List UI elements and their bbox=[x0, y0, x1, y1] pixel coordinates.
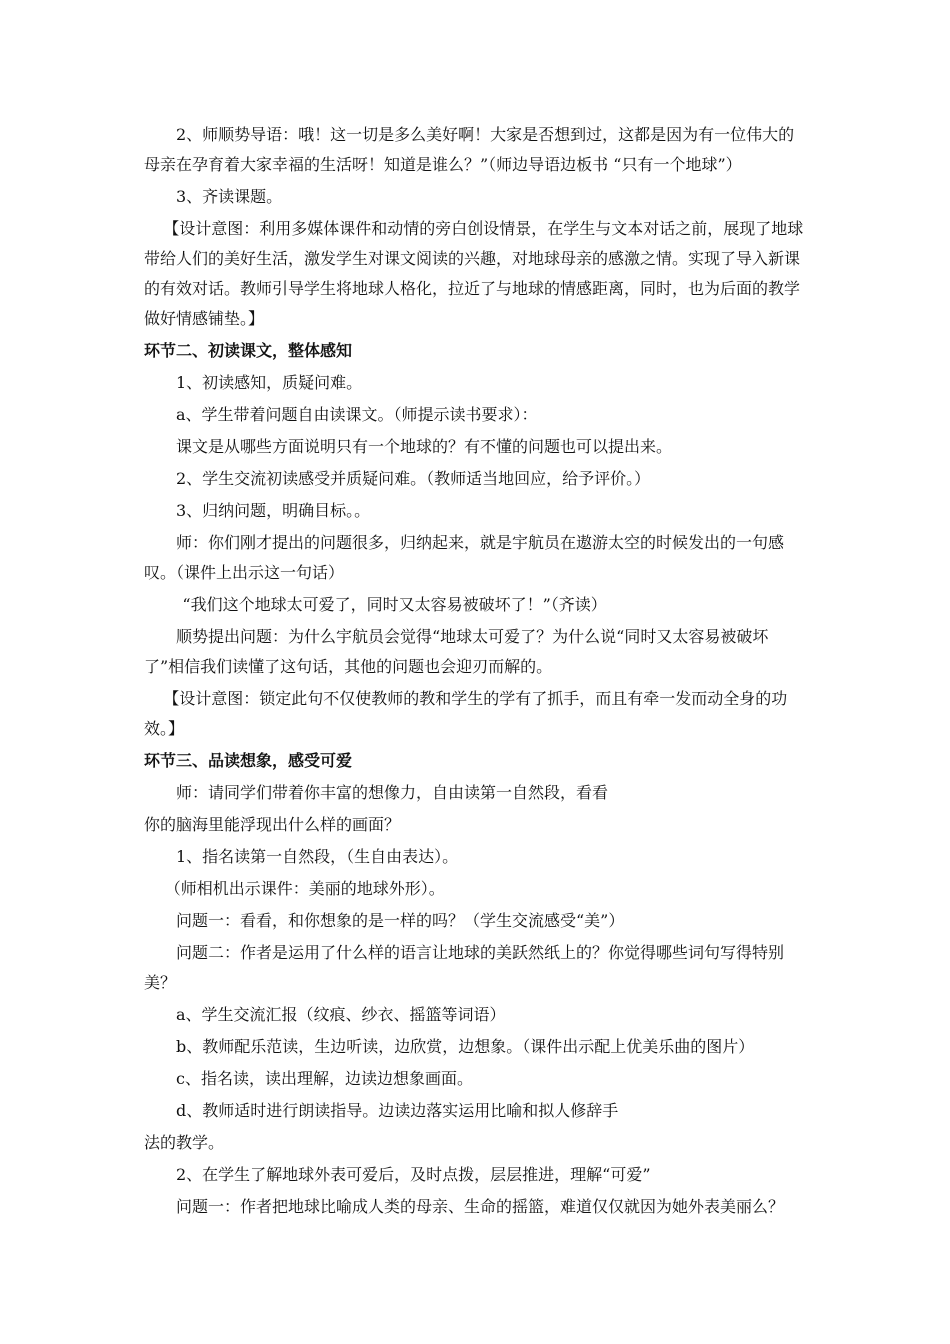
paragraph-imagine-a: 师：请同学们带着你丰富的想像力，自由读第一自然段，看看 bbox=[176, 783, 609, 802]
paragraph-name-read: 1、指名读第一自然段，（生自由表达）。 bbox=[176, 847, 459, 866]
paragraph-report: a、学生交流汇报（纹痕、纱衣、摇篮等词语） bbox=[176, 1005, 506, 1024]
design-intent-1: 【设计意图：利用多媒体课件和动情的旁白创设情景，在学生与文本对话之前，展现了地球带给人们的美好生活，激发学生对课文阅读的兴趣，对地球母亲的感激之情。实现了导入新课的有效对话。教师引导学生将地球人格化，拉近了与地球的情感距离，同时，也为后面的教学做好情感铺垫。】 bbox=[144, 219, 804, 328]
paragraph-read-title: 3、齐读课题。 bbox=[176, 187, 283, 206]
paragraph-imagine-b: 你的脑海里能浮现出什么样的画面？ bbox=[144, 815, 401, 834]
paragraph-summarize: 3、归纳问题，明确目标。。 bbox=[176, 501, 371, 520]
paragraph-show-courseware: （师相机出示课件：美丽的地球外形）。 bbox=[164, 879, 445, 898]
paragraph-guidance-b: 法的教学。 bbox=[144, 1133, 225, 1152]
paragraph-exchange: 2、学生交流初读感受并质疑问难。（教师适当地回应，给予评价。） bbox=[176, 469, 651, 488]
paragraph-first-read: 1、初读感知，质疑问难。 bbox=[176, 373, 363, 392]
paragraph-guidance-a: d、教师适时进行朗读指导。边读边落实运用比喻和拟人修辞手 bbox=[176, 1101, 619, 1120]
paragraph-understand-lovely: 2、在学生了解地球外表可爱后，及时点拨，层层推进，理解“可爱” bbox=[176, 1165, 651, 1184]
paragraph-free-read: a、学生带着问题自由读课文。（师提示读书要求）： bbox=[176, 405, 538, 424]
paragraph-question-one: 问题一：看看，和你想象的是一样的吗？（学生交流感受“美”） bbox=[176, 911, 625, 930]
paragraph-question-two: 问题二：作者是运用了什么样的语言让地球的美跃然纸上的？你觉得哪些词句写得特别美？ bbox=[144, 943, 785, 992]
paragraph-question-prompt: 课文是从哪些方面说明只有一个地球的？有不懂的问题也可以提出来。 bbox=[176, 437, 673, 456]
paragraph-question-mother: 问题一：作者把地球比喻成人类的母亲、生命的摇篮，难道仅仅就因为她外表美丽么？ bbox=[176, 1197, 785, 1216]
design-intent-2: 【设计意图：锁定此句不仅使教师的教和学生的学有了抓手，而且有牵一发而动全身的功效。】 bbox=[144, 689, 788, 738]
paragraph-raise-question: 顺势提出问题：为什么宇航员会觉得“地球太可爱了？为什么说“同时又太容易被破坏了”相信我们读懂了这句话，其他的问题也会迎刃而解的。 bbox=[144, 627, 769, 676]
paragraph-name-read-understand: c、指名读，读出理解，边读边想象画面。 bbox=[176, 1069, 473, 1088]
paragraph-teacher-sigh: 师：你们刚才提出的问题很多，归纳起来，就是宇航员在遨游太空的时候发出的一句感叹。（课件上出示这一句话） bbox=[144, 533, 785, 582]
section-heading-2: 环节二、初读课文，整体感知 bbox=[144, 341, 353, 360]
paragraph-quote: “我们这个地球太可爱了，同时又太容易被破坏了！”（齐读） bbox=[182, 595, 607, 614]
paragraph-model-read: b、教师配乐范读，生边听读，边欣赏，边想象。（课件出示配上优美乐曲的图片） bbox=[176, 1037, 755, 1056]
paragraph-teacher-intro: 2、师顺势导语：哦！这一切是多么美好啊！大家是否想到过，这都是因为有一位伟大的母亲在孕育着大家幸福的生活呀！知道是谁么？”（师边导语边板书 “只有一个地球”） bbox=[144, 125, 795, 174]
document-page bbox=[144, 120, 804, 1224]
section-heading-3: 环节三、品读想象，感受可爱 bbox=[144, 751, 353, 770]
